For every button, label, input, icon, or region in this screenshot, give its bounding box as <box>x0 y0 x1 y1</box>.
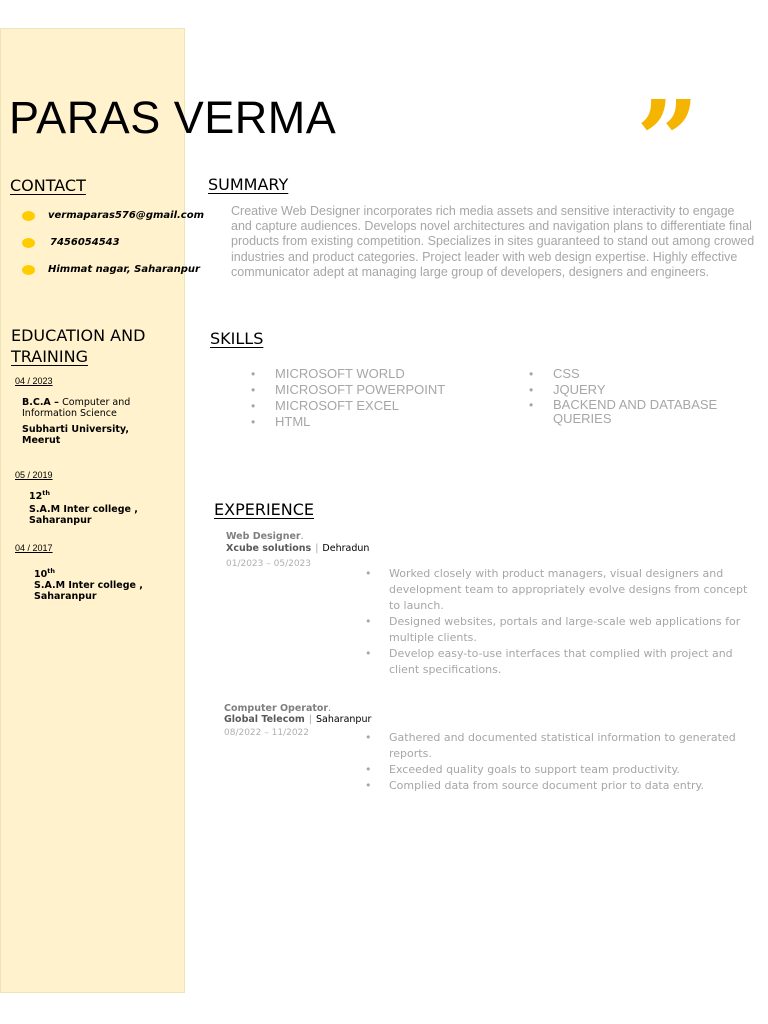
education-date: 05 / 2019 <box>15 470 53 480</box>
education-institution: Subharti University, Meerut <box>22 424 129 446</box>
list-item: • Gathered and documented statistical information to generated reports. <box>365 730 755 762</box>
bullet-dot-icon <box>22 238 35 248</box>
job-title: Web Designer. <box>226 531 304 542</box>
skills-heading: SKILLS <box>210 329 264 348</box>
skill-item: • BACKEND AND DATABASE QUERIES <box>529 398 739 426</box>
skill-item: • HTML <box>251 414 491 430</box>
education-institution: S.A.M Inter college , Saharanpur <box>29 504 138 526</box>
skills-list-right <box>529 366 739 426</box>
education-degree: 10th <box>34 567 55 581</box>
address-text: Himmat nagar, Saharanpur <box>48 264 200 275</box>
skills-list-left <box>251 366 491 430</box>
skill-item: • MICROSOFT WORLD <box>251 366 491 382</box>
bullet-dot-icon <box>22 211 35 221</box>
job-dates: 01/2023 – 05/2023 <box>226 559 311 569</box>
contact-heading: CONTACT <box>10 176 86 195</box>
summary-heading: SUMMARY <box>208 175 289 194</box>
phone-text[interactable]: 7456054543 <box>50 237 120 248</box>
list-item: • Worked closely with product managers, visual designers and development team to appropriately evolve designs from concept to launch. <box>365 566 755 614</box>
job-dates: 08/2022 – 11/2022 <box>224 728 309 738</box>
skill-item: • MICROSOFT EXCEL <box>251 398 491 414</box>
skill-item: • MICROSOFT POWERPOINT <box>251 382 491 398</box>
email-text[interactable]: vermaparas576@gmail.com <box>48 210 205 221</box>
contact-address <box>22 264 200 275</box>
bullet-dot-icon <box>22 265 35 275</box>
job-company: Global Telecom | Saharanpur <box>224 714 372 725</box>
job-title: Computer Operator. <box>224 703 332 714</box>
education-date: 04 / 2017 <box>15 543 53 553</box>
contact-email[interactable] <box>22 210 204 221</box>
list-item: • Designed websites, portals and large-scale web applications for multiple clients. <box>365 614 755 646</box>
list-item: • Complied data from source document prior to data entry. <box>365 778 755 794</box>
list-item: • Develop easy-to-use interfaces that complied with project and client specifications. <box>365 646 755 678</box>
education-heading: EDUCATION AND TRAINING <box>11 326 146 366</box>
contact-phone[interactable] <box>22 237 120 248</box>
quote-mark-icon: ” <box>636 76 704 205</box>
experience-heading: EXPERIENCE <box>214 500 315 519</box>
skill-item: • JQUERY <box>529 382 739 398</box>
education-date: 04 / 2023 <box>15 376 53 386</box>
job-bullets <box>365 730 755 794</box>
education-degree: B.C.A – Computer and Information Science <box>22 397 131 419</box>
job-company: Xcube solutions | Dehradun <box>226 543 370 554</box>
education-institution: S.A.M Inter college , Saharanpur <box>34 580 143 602</box>
job-bullets <box>365 566 755 678</box>
candidate-name: PARAS VERMA <box>9 92 337 143</box>
skill-item: • CSS <box>529 366 739 382</box>
education-degree: 12th <box>29 489 50 503</box>
summary-text: Creative Web Designer incorporates rich media assets and sensitive interactivity to engage and capture audiences. Develops novel architectures and navigation plans to differentiate final products from existing competition. Specializes in sites guaranteed to stand out among crowed industries and product categories. Project leader with web design expertise. Highly effective communicator adept at managing large group of developers, designers and engineers. <box>231 204 755 279</box>
list-item: • Exceeded quality goals to support team productivity. <box>365 762 755 778</box>
